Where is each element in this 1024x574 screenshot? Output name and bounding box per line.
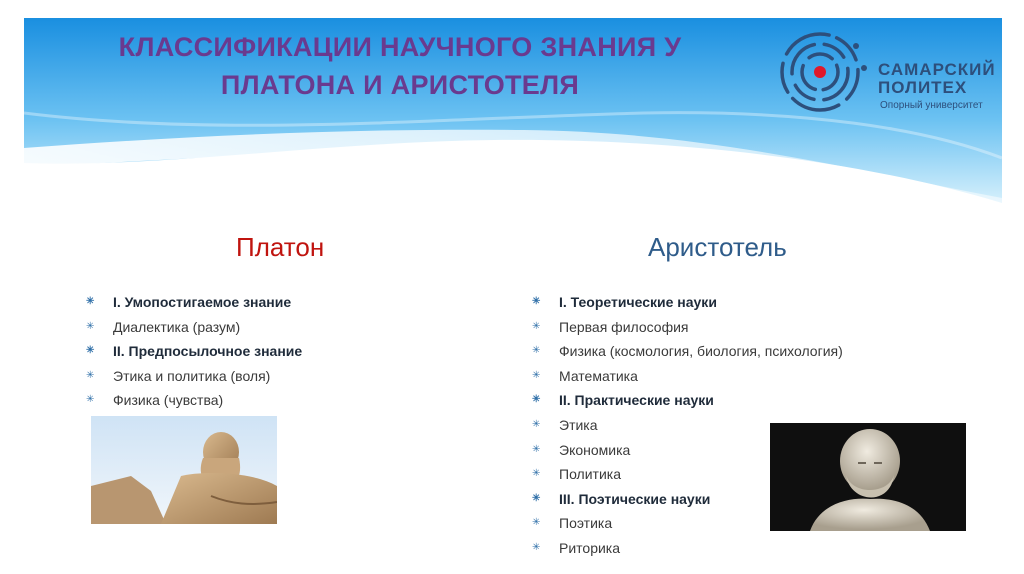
aristotle-list-item-text: Математика [559,367,638,384]
aristotle-list-item [532,364,843,389]
aristotle-list-item-text: Поэтика [559,515,613,532]
bullet-icon: ✳ [532,541,541,553]
logo-subtitle: Опорный университет [880,100,983,111]
plato-list-item-text: Физика (чувства) [113,392,224,409]
aristotle-list-item [532,290,843,315]
bullet-icon: ✳ [86,320,95,332]
aristotle-list-item-text: I. Теоретические науки [559,294,717,310]
plato-list-item [86,315,302,340]
plato-list-item-text: I. Умопостигаемое знание [113,294,292,310]
plato-classification-list [86,290,302,413]
slide-title: КЛАССИФИКАЦИИ НАУЧНОГО ЗНАНИЯ У ПЛАТОНА И АРИСТОТЕЛЯ [118,32,682,100]
plato-list-item-text: II. Предпосылочное знание [113,343,303,360]
aristotle-list-item [532,339,843,364]
bullet-icon: ✳ [86,394,95,406]
bullet-icon: ✳ [86,296,95,307]
aristotle-bust-image [770,423,966,531]
bullet-icon: ✳ [532,492,541,504]
bullet-icon: ✳ [86,345,95,357]
plato-list-item [86,290,302,315]
plato-list-item-text: Этика и политика (воля) [113,367,271,384]
plato-list-item-text: Диалектика (разум) [113,318,241,335]
aristotle-heading: Аристотель [648,232,787,262]
aristotle-list-item-text: Экономика [559,441,631,458]
bullet-icon: ✳ [532,320,541,332]
aristotle-list-item-text: Этика [559,416,598,433]
bullet-icon: ✳ [532,517,541,529]
logo-text-line1: САМАРСКИЙ [878,60,996,79]
plato-statue-image [91,416,277,524]
aristotle-list-item-text: Первая философия [559,318,689,335]
plato-list-item [86,388,302,413]
bullet-icon: ✳ [532,468,541,480]
bullet-icon: ✳ [532,443,541,455]
aristotle-list-item-text: III. Поэтические науки [559,490,711,507]
logo-text-line2: ПОЛИТЕХ [878,78,968,97]
plato-list-item [86,364,302,389]
aristotle-list-item-text: Риторика [559,539,621,556]
bullet-icon: ✳ [532,296,541,307]
aristotle-list-item [532,315,843,340]
plato-list-item [86,339,302,364]
bullet-icon: ✳ [532,418,541,430]
bullet-icon: ✳ [86,369,95,381]
bullet-icon: ✳ [532,345,541,357]
bullet-icon: ✳ [532,369,541,381]
aristotle-list-item [532,536,843,561]
plato-heading: Платон [236,232,325,262]
aristotle-list-item-text: Физика (космология, биология, психология) [559,343,843,360]
aristotle-list-item-text: II. Практические науки [559,392,714,409]
aristotle-list-item [532,388,843,413]
aristotle-list-item-text: Политика [559,466,621,483]
bullet-icon: ✳ [532,394,541,406]
